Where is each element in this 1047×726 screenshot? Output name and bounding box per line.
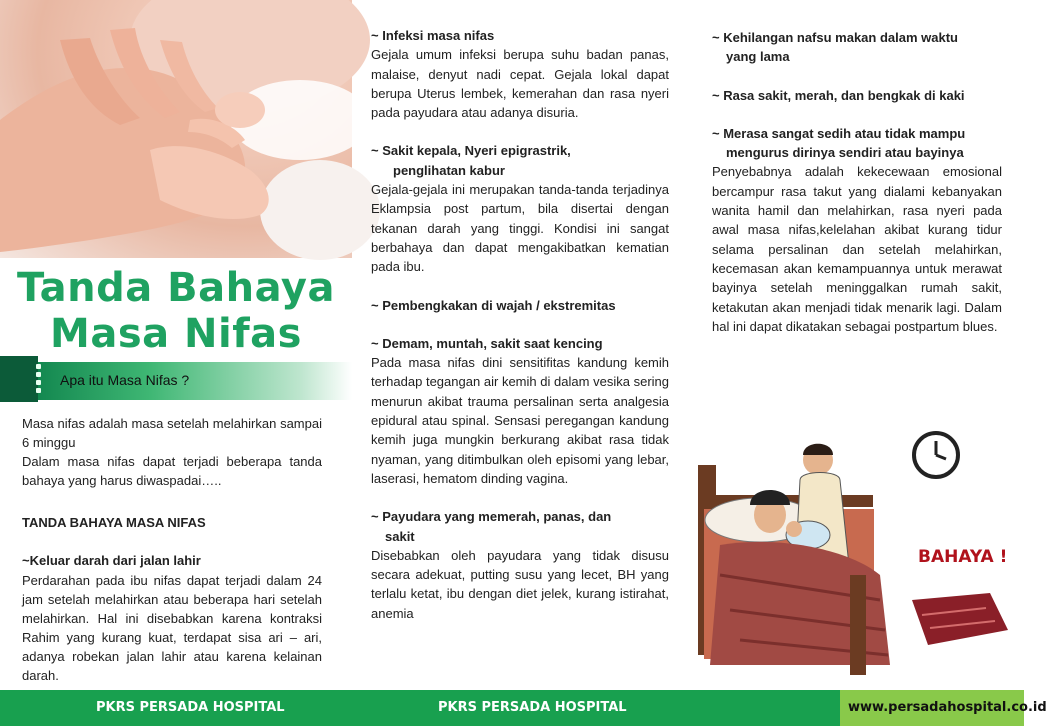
heading-infeksi: ~ Infeksi masa nifas <box>371 28 495 43</box>
footer-website-link[interactable]: www.persadahospital.co.id <box>848 700 1047 715</box>
banner-tab <box>0 356 38 402</box>
heading-nafsu-makan-2: yang lama <box>726 49 790 65</box>
section-banner <box>0 354 352 404</box>
text-infeksi: Gejala umum infeksi berupa suhu badan panas, malaise, denyut nadi cepat. Gejala lokal dapat berupa Uterus lembek, kemerahan dan rasa nyeri pada payudara atau adanya disuria. <box>371 47 669 121</box>
text-demam: Pada masa nifas dini sensitifitas kandung kemih terhadap tegangan air kemih di dalam vesika sering menurun akibat trauma persalinan serta analgesia epidural atau spinal. Sensasi peregangan kandung kemih juga mungkin berkurang akibat rasa tidak nyaman, yang ditimbulkan oleh episomi yang lebar, laserasi, hematom dinding vagina. <box>371 355 669 486</box>
heading-pembengkakan: ~ Pembengkakan di wajah / ekstremitas <box>371 297 616 313</box>
hero-photo-baby-hands <box>0 0 352 258</box>
baby-hands-illustration <box>0 0 352 258</box>
banner-label: Apa itu Masa Nifas ? <box>60 372 190 388</box>
right-column <box>712 28 1002 336</box>
heading-payudara-2: sakit <box>385 528 415 544</box>
footer-middle-label: PKRS PERSADA HOSPITAL <box>438 700 627 715</box>
heading-sedih: ~ Merasa sangat sedih atau tidak mampu <box>712 125 966 141</box>
heading-nafsu-makan: ~ Kehilangan nafsu makan dalam waktu <box>712 30 958 45</box>
left-column <box>0 0 352 690</box>
text-payudara: Disebabkan oleh payudara yang tidak disusu secara adekuat, putting susu yang lecet, BH yang terlalu ketat, ibu dengan diet jelek, kurang istirahat, anemia <box>371 547 669 621</box>
intro-text <box>22 414 322 490</box>
text-sedih: Penyebabnya adalah kekecewaan emosional bercampur rasa takut yang dialami kebanyakan wanita hamil dan melahirkan, rasa nyeri pada awal masa nifas,kelelahan akibat kurang tidur selama persalinan dan setelah melahirkan, kecemasan akan kemampuannya untuk merawat bayinya setelah meninggalkan rumah sakit, ketakutan akan menjadi tidak menarik lagi. Dalam hal ini dapat dikatakan sebagai postpartum blues. <box>712 164 1002 334</box>
danger-illustration <box>690 425 1024 687</box>
footer-bar <box>0 690 1047 726</box>
intro-paragraph-1: Masa nifas adalah masa setelah melahirkan sampai 6 minggu <box>22 416 322 450</box>
heading-sakit-kaki: ~ Rasa sakit, merah, dan bengkak di kaki <box>712 87 965 103</box>
item-text-bleeding: Perdarahan pada ibu nifas dapat terjadi dalam 24 jam setelah melahirkan atau beberapa hari setelah melahirkan. Hal ini disebabkan karena kontraksi Rahim yang kurang kuat, terdapat sisa ari – ari, adanya robekan jalan lahir atau karena kelainan darah. <box>22 573 322 683</box>
heading-payudara: ~ Payudara yang memerah, panas, dan <box>371 509 612 525</box>
title-line-1: Tanda Bahaya <box>17 265 335 311</box>
heading-sedih-2: mengurus dirinya sendiri atau bayinya <box>726 145 964 161</box>
heading-sakit-kepala-2: penglihatan kabur <box>393 162 505 178</box>
section-heading: TANDA BAHAYA MASA NIFAS <box>22 515 206 530</box>
bahaya-label: BAHAYA ! <box>918 547 1008 567</box>
item-heading-bleeding: ~Keluar darah dari jalan lahir <box>22 553 201 568</box>
middle-column <box>371 26 669 623</box>
intro-paragraph-2: Dalam masa nifas dapat terjadi beberapa tanda bahaya yang harus diwaspadai….. <box>22 454 322 488</box>
footer-left-label: PKRS PERSADA HOSPITAL <box>96 700 285 715</box>
heading-sakit-kepala: ~ Sakit kepala, Nyeri epigrastrik, <box>371 143 571 159</box>
text-sakit-kepala: Gejala-gejala ini merupakan tanda-tanda terjadinya Eklampsia post partum, bila disertai dengan tekanan darah yang tinggi. Kondisi ini sangat berbahaya dan dapat mengakibatkan kematian pada ibu. <box>371 182 669 275</box>
heading-demam: ~ Demam, muntah, sakit saat kencing <box>371 335 603 351</box>
title-line-2: Masa Nifas <box>50 311 302 357</box>
